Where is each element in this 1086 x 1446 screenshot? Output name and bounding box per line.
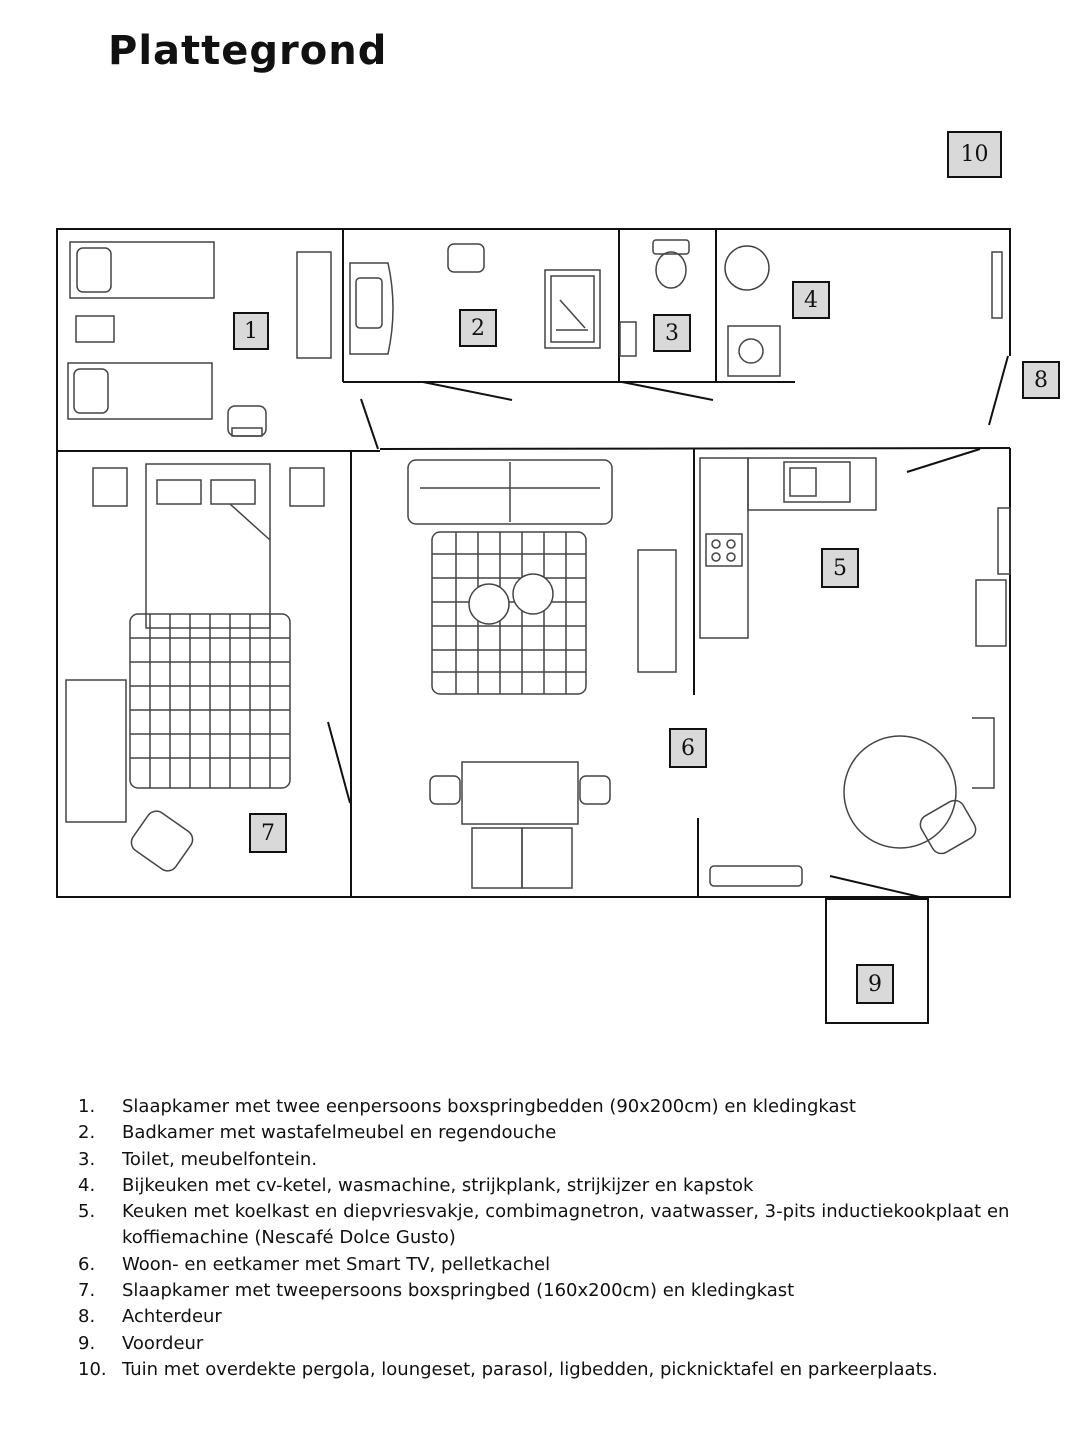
porch-outline (826, 899, 928, 1023)
rug-icon (130, 614, 290, 788)
wardrobe-icon (66, 680, 126, 822)
stool-icon (448, 244, 484, 272)
fridge-icon (976, 580, 1006, 646)
rug-icon (432, 532, 586, 694)
door-label-8: 8 (1022, 361, 1060, 399)
single-bed-icon (68, 363, 212, 419)
room-label-5: 5 (821, 548, 859, 588)
bench-icon (710, 866, 802, 886)
room-label-6: 6 (669, 728, 707, 768)
single-bed-icon (70, 242, 214, 298)
room-label-2: 2 (459, 309, 497, 347)
ironing-board-icon (992, 252, 1002, 318)
nightstand-icon (290, 468, 324, 506)
toilet-icon (653, 240, 689, 288)
coffee-table-icon (513, 574, 553, 614)
room-label-1: 1 (233, 312, 269, 350)
garden-label-10: 10 (947, 131, 1002, 178)
double-bed-icon (146, 464, 270, 628)
legend-item: 2. Badkamer met wastafelmeubel en regendouche (78, 1122, 557, 1144)
cabinet-icon (998, 508, 1010, 574)
outer-walls (57, 229, 1010, 897)
nightstand-icon (93, 468, 127, 506)
washbasin-icon (350, 263, 393, 354)
cooktop-icon (706, 534, 742, 566)
page-title: Plattegrond (108, 28, 388, 74)
kitchen-sink-icon (784, 462, 850, 502)
armchair-icon (128, 807, 197, 875)
interior-walls (57, 229, 1010, 897)
legend-item: 1. Slaapkamer met twee eenpersoons boxspringbedden (90x200cm) en kledingkast (78, 1096, 856, 1117)
nightstand-icon (76, 316, 114, 342)
legend-item: 5. Keuken met koelkast en diepvriesvakje, combimagnetron, vaatwasser, 3-pits inductiekookplaat en koffiemachine (Nescafé Dolce Gusto) (78, 1201, 1010, 1249)
sink-icon (620, 322, 636, 356)
tv-cabinet-icon (638, 550, 676, 672)
shower-icon (545, 270, 600, 348)
legend-item: 8. Achterdeur (78, 1306, 222, 1328)
room-label-4: 4 (792, 281, 830, 319)
legend-item: 10. Tuin met overdekte pergola, loungeset, parasol, ligbedden, picknicktafel en parkeerplaats. (78, 1358, 938, 1380)
sofa-icon (408, 460, 612, 524)
room-label-3: 3 (653, 314, 691, 352)
legend-item: 3. Toilet, meubelfontein. (78, 1148, 318, 1170)
legend-item: 4. Bijkeuken met cv-ketel, wasmachine, strijkplank, strijkijzer en kapstok (78, 1174, 754, 1196)
legend-item: 6. Woon- en eetkamer met Smart TV, pelletkachel (78, 1253, 551, 1275)
armchair-icon (917, 797, 980, 857)
legend-item: 9. Voordeur (78, 1332, 204, 1354)
coffee-table-icon (469, 584, 509, 624)
legend-list (78, 1094, 1038, 1383)
legend-item: 7. Slaapkamer met tweepersoons boxspringbed (160x200cm) en kledingkast (78, 1280, 795, 1302)
door-label-9: 9 (856, 964, 894, 1004)
wardrobe-icon (297, 252, 331, 358)
room-label-7: 7 (249, 813, 287, 853)
boiler-icon (725, 246, 769, 290)
doors (328, 356, 1008, 897)
dining-table-icon (430, 762, 610, 888)
stove-icon (844, 736, 956, 848)
chair-icon (228, 406, 266, 436)
washing-machine-icon (728, 326, 780, 376)
stove-icon (972, 718, 994, 788)
